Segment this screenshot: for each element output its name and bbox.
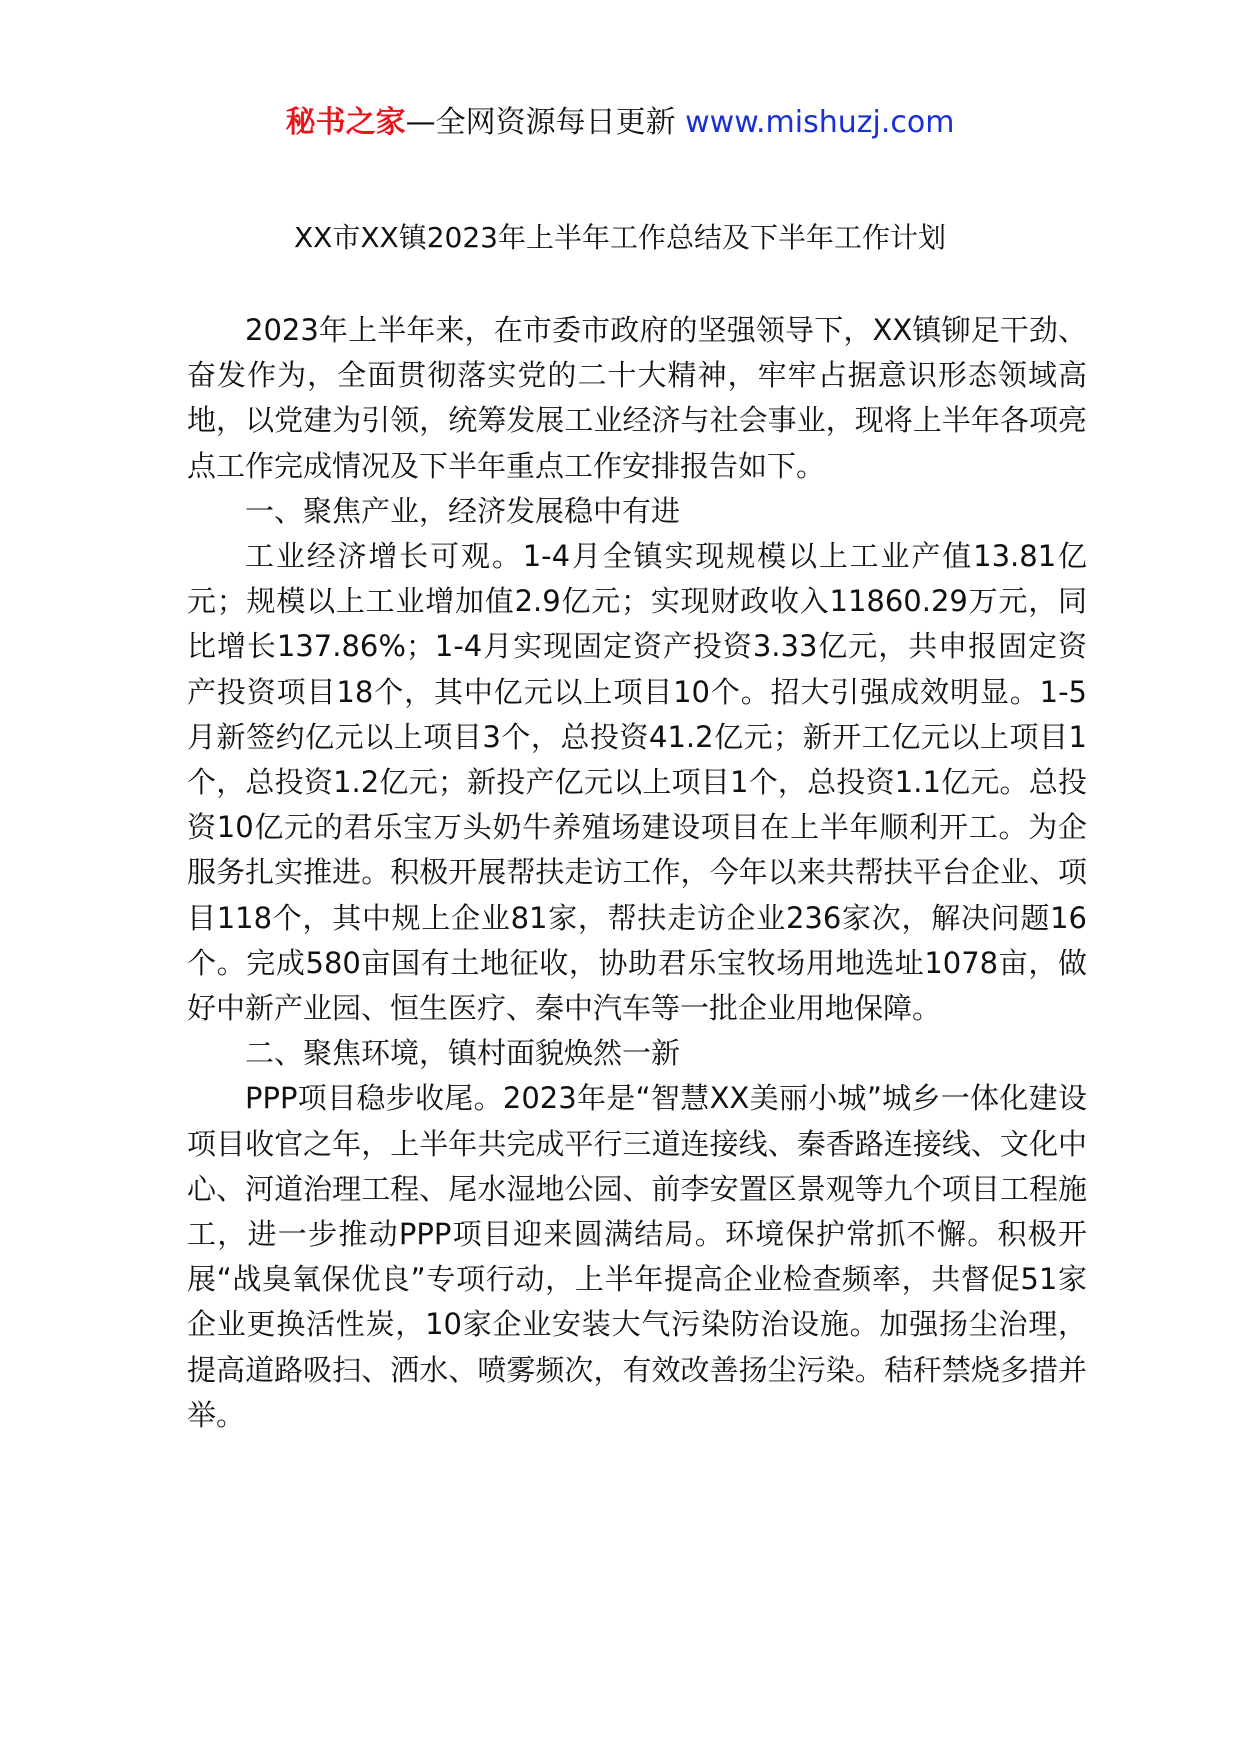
document-body <box>187 308 1087 1438</box>
section-heading-1: 一、聚焦产业，经济发展稳中有进 <box>245 493 681 528</box>
document-title: XX市XX镇2023年上半年工作总结及下半年工作计划 <box>294 221 946 254</box>
section-1-paragraph: 工业经济增长可观。1-4月全镇实现规模以上工业产值13.81亿元；规模以上工业增加值2.9亿元；实现财政收入11860.29万元，同比增长137.86%；1-4月实现固定资产投资3.33亿元，共申报固定资产投资项目18个，其中亿元以上项目10个。招大引强成效明显。1-5月新签约亿元以上项目3个，总投资41.2亿元；新开工亿元以上项目1个，总投资1.2亿元；新投产亿元以上项目1个，总投资1.1亿元。总投资10亿元的君乐宝万头奶牛养殖场建设项目在上半年顺利开工。为企服务扎实推进。积极开展帮扶走访工作，今年以来共帮扶平台企业、项目118个，其中规上企业81家，帮扶走访企业236家次，解决问题16个。完成580亩国有土地征收，协助君乐宝牧场用地选址1078亩，做好中新产业园、恒生医疗、秦中汽车等一批企业用地保障。 <box>187 539 1087 1026</box>
brand-name: 秘书之家 <box>285 105 406 140</box>
site-url-link[interactable]: www.mishuzj.com <box>685 105 955 140</box>
header-slogan: —全网资源每日更新 <box>405 105 686 140</box>
intro-paragraph: 2023年上半年来，在市委市政府的坚强领导下，XX镇铆足干劲、奋发作为，全面贯彻落实党的二十大精神，牢牢占据意识形态领域高地，以党建为引领，统筹发展工业经济与社会事业，现将上半年各项亮点工作完成情况及下半年重点工作安排报告如下。 <box>187 313 1087 483</box>
site-header <box>0 100 1240 146</box>
section-heading-2: 二、聚焦环境，镇村面貌焕然一新 <box>245 1036 681 1071</box>
section-2-paragraph: PPP项目稳步收尾。2023年是“智慧XX美丽小城”城乡一体化建设项目收官之年，上半年共完成平行三道连接线、秦香路连接线、文化中心、河道治理工程、尾水湿地公园、前李安置区景观等九个项目工程施工，进一步推动PPP项目迎来圆满结局。环境保护常抓不懈。积极开展“战臭氧保优良”专项行动，上半年提高企业检查频率，共督促51家企业更换活性炭，10家企业安装大气污染防治设施。加强扬尘治理，提高道路吸扫、洒水、喷雾频次，有效改善扬尘污染。秸秆禁烧多措并举。 <box>187 1081 1087 1432</box>
